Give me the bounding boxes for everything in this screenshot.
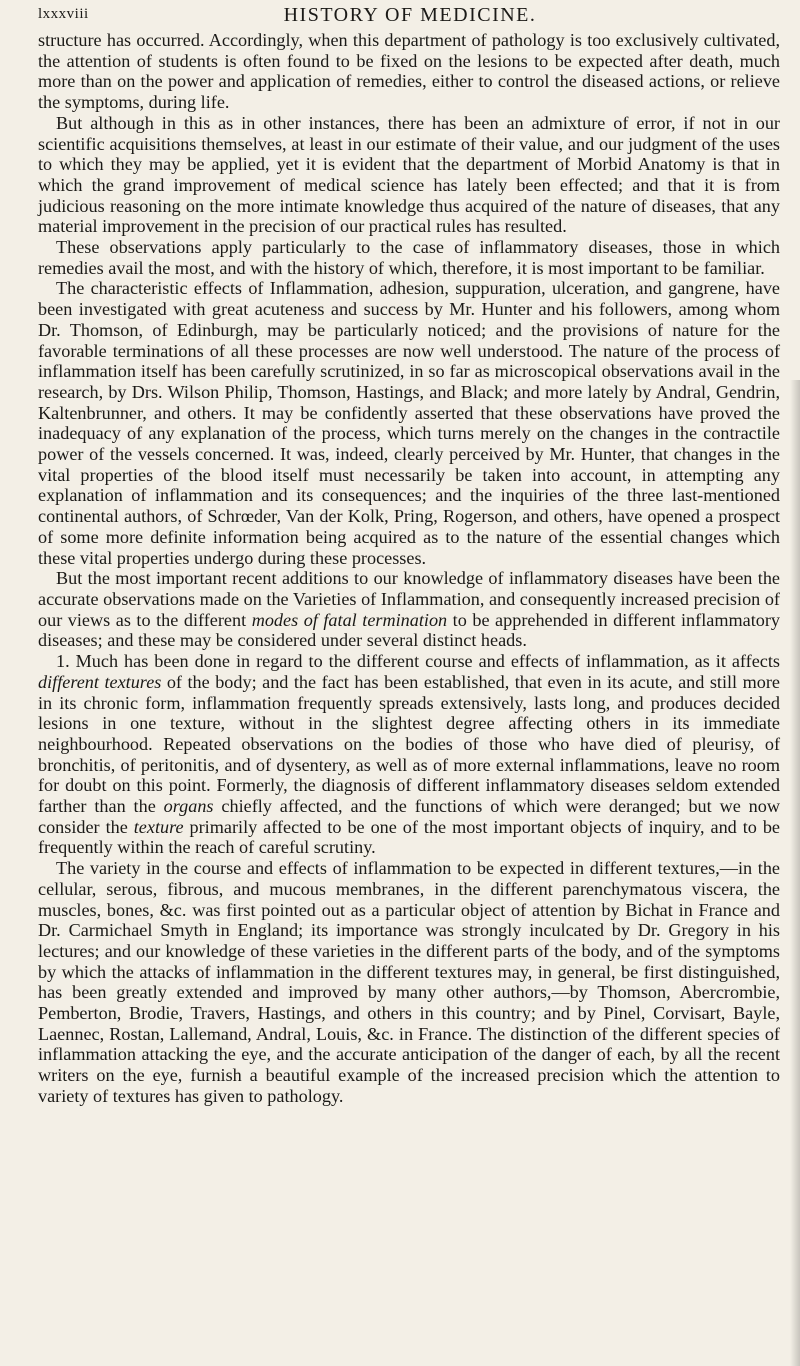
body-text xyxy=(38,30,780,1107)
italic-phrase: modes of fatal termination xyxy=(251,609,448,630)
paragraph xyxy=(38,237,780,278)
text-run: to be apprehended in different inflammatory diseases; and these may be considered under several distinct heads. xyxy=(38,609,780,651)
paragraph xyxy=(38,30,780,113)
text-run: primarily affected to be one of the most important objects of inquiry, and to be frequently within the reach of careful scrutiny. xyxy=(38,816,780,858)
text-run: structure has occurred. Accordingly, when this department of pathology is too exclusively cultivated, the attention of students is often found to be fixed on the lesions to be expected after death, much more than on the power and application of remedies, either to control the diseased actions, or relieve the symptoms, during life. xyxy=(38,30,780,113)
italic-phrase: organs xyxy=(163,796,214,817)
paragraph xyxy=(38,568,780,651)
page-number: lxxxviii xyxy=(38,6,89,22)
paragraph xyxy=(38,858,780,1106)
text-run: chiefly affected, and the functions of which were deranged; but we now consider the xyxy=(38,796,780,837)
page-header xyxy=(38,4,782,30)
text-run: of the body; and the fact has been established, that even in its acute, and still more in its chronic form, inflammation frequently spreads extensively, lasts long, and produces decided lesions in one texture, without in the slightest degree affecting others in its immediate neighbourhood. Repeated observations on the bodies of those who have died of pleurisy, of bronchitis, of peritonitis, and of dysentery, as well as of more external inflammations, leave no room for doubt on this point. Formerly, the diagnosis of different inflammatory diseases seldom extended farther than the xyxy=(38,671,780,817)
text-run: The variety in the course and effects of inflammation to be expected in different textures,—in the cellular, serous, fibrous, and mucous membranes, in the different parenchymatous viscera, the muscles, bones, &c. was first pointed out as a particular object of attention by Bichat in France and Dr. Carmichael Smyth in England; its importance was strongly inculcated by Dr. Gregory in his lectures; and our knowledge of these varieties in the different parts of the body, and of the symptoms by which the attacks of inflammation in the different textures may, in general, be first distinguished, has been greatly extended and improved by many other authors,—by Thomson, Abercrombie, Pemberton, Brodie, Travers, Hastings, and others in this country; and by Pinel, Corvisart, Bayle, Laennec, Rostan, Lallemand, Andral, Louis, &c. in France. The distinction of the different species of inflammation attacking the eye, and the accurate anticipation of the danger of each, by all the recent writers on the eye, furnish a beautiful example of the increased precision which the attention to variety of textures has given to pathology. xyxy=(38,858,780,1106)
paragraph xyxy=(38,651,780,858)
running-head: HISTORY OF MEDICINE. xyxy=(283,4,537,26)
text-run: These observations apply particularly to the case of inflammatory diseases, those in which remedies avail the most, and with the history of which, therefore, it is most important to be familiar. xyxy=(38,237,780,278)
italic-phrase: different textures xyxy=(38,671,162,692)
text-run: But although in this as in other instances, there has been an admixture of error, if not in our scientific acquisitions themselves, at least in our estimate of their value, and our judgment of the uses to which they may be applied, yet it is evident that the department of Morbid Anatomy is that in which the grand improvement of medical science has lately been effected; and that it is from judicious reasoning on the more intimate knowledge thus acquired of the nature of diseases, that any material improvement in the precision of our practical rules has resulted. xyxy=(38,112,780,237)
text-run: The characteristic effects of Inflammation, adhesion, suppuration, ulceration, and gangrene, have been investigated with great acuteness and success by Mr. Hunter and his followers, among whom Dr. Thomson, of Edinburgh, may be particularly noticed; and the provisions of nature for the favorable terminations of all these processes are now well understood. The nature of the process of inflammation itself has been carefully scrutinized, in so far as microscopical observations avail in the research, by Drs. Wilson Philip, Thomson, Hastings, and Black; and more lately by Andral, Gendrin, Kaltenbrunner, and others. It may be confidently asserted that these observations have proved the inadequacy of any explanation of the process, which turns merely on the changes in the contractile power of the vessels concerned. It was, indeed, clearly perceived by Mr. Hunter, that changes in the vital properties of the blood itself must necessarily be taken into account, in attempting any explanation of inflammation and its consequences; and the inquiries of the three last-mentioned continental authors, of Schrœder, Van der Kolk, Pring, Rogerson, and others, have opened a prospect of some more definite information being acquired as to the nature of the essential changes which these vital properties undergo during these processes. xyxy=(38,278,780,568)
italic-phrase: texture xyxy=(133,816,184,837)
page-edge-shadow xyxy=(790,380,800,1366)
paragraph xyxy=(38,278,780,568)
paragraph xyxy=(38,113,780,237)
text-run: 1. Much has been done in regard to the different course and effects of inflammation, as it affects xyxy=(56,651,780,672)
text-run: But the most important recent additions to our knowledge of inflammatory diseases have been the accurate observations made on the Varieties of Inflammation, and consequently increased precision of our views as to the different xyxy=(38,568,780,630)
